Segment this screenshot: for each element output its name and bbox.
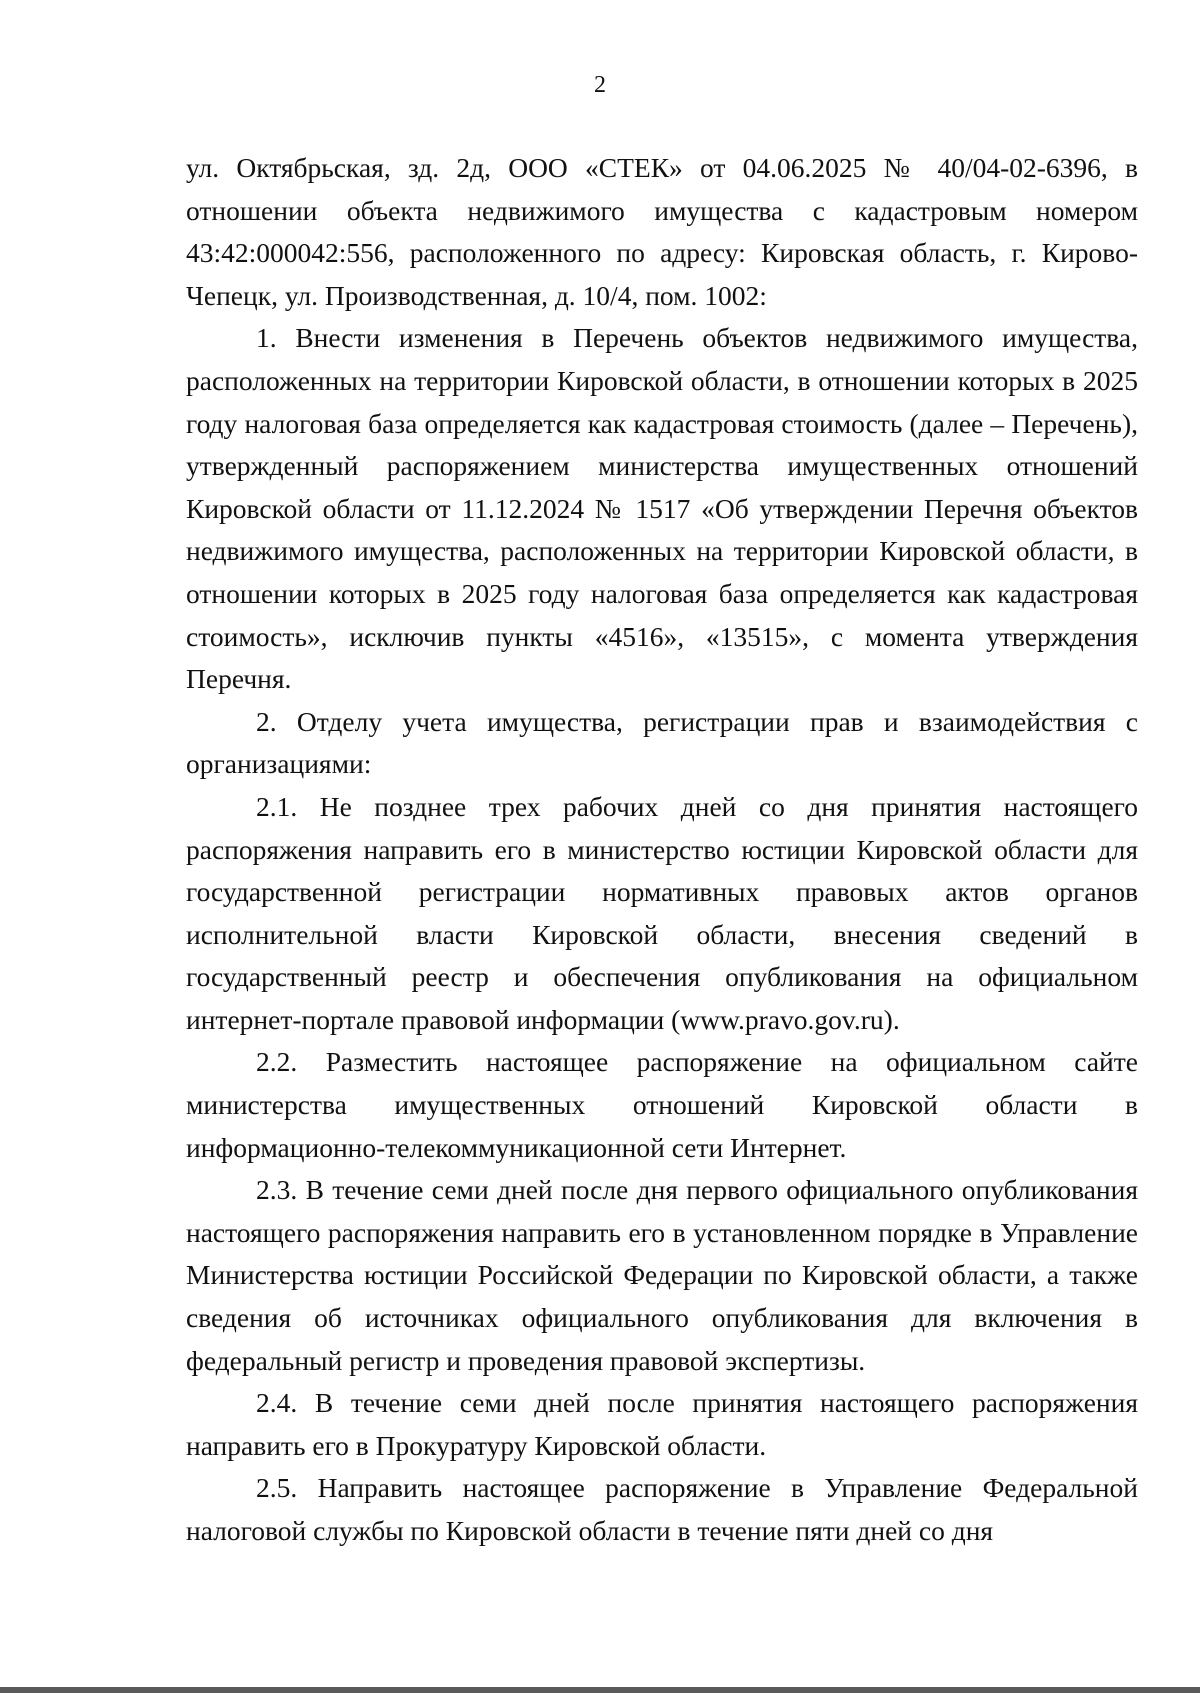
- paragraph-item-2: 2. Отделу учета имущества, регистрации прав и взаимодействия с организациями:: [186, 705, 1138, 780]
- paragraph-item-2-3: 2.3. В течение семи дней после дня первого официального опубликования настоящего распоряжения направить его в установленном порядке в Управление Министерства юстиции Российской Федерации по Кировской области, а также сведения об источниках официального опубликования для включения в федеральный регистр и проведения правовой экспертизы.: [186, 1174, 1138, 1376]
- scan-bottom-edge: [0, 1687, 1200, 1693]
- paragraph-item-2-2: 2.2. Разместить настоящее распоряжение на официальном сайте министерства имущественных отношений Кировской области в информационно-телекоммуникационной сети Интернет.: [186, 1046, 1138, 1163]
- page-number: 2: [594, 72, 606, 98]
- paragraph-item-2-5: 2.5. Направить настоящее распоряжение в Управление Федеральной налоговой службы по Кировской области в течение пяти дней со дня: [186, 1472, 1138, 1546]
- paragraph-item-1: 1. Внести изменения в Перечень объектов недвижимого имущества, расположенных на территории Кировской области, в отношении которых в 2025 году налоговая база определяется как кадастровая стоимость (далее – Перечень), утвержденный распоряжением министерства имущественных отношений Кировской области от 11.12.2024 № 1517 «Об утверждении Перечня объектов недвижимого имущества, расположенных на территории Кировской области, в отношении которых в 2025 году налоговая база определяется как кадастровая стоимость», исключив пункты «4516», «13515», с момента утверждения Перечня.: [186, 322, 1138, 695]
- paragraph-address-continuation: ул. Октябрьская, зд. 2д, ООО «СТЕК» от 04.06.2025 № 40/04-02-6396, в отношении объекта недвижимого имущества с кадастровым номером 43:42:000042:556, расположенного по адресу: Кировская область, г. Кирово-Чепецк, ул. Производственная, д. 10/4, пом. 1002:: [186, 152, 1138, 311]
- paragraph-item-2-4: 2.4. В течение семи дней после принятия настоящего распоряжения направить его в Прокуратуру Кировской области.: [186, 1387, 1138, 1461]
- document-body: [186, 147, 1138, 1553]
- paragraph-item-2-1: 2.1. Не позднее трех рабочих дней со дня принятия настоящего распоряжения направить его в министерство юстиции Кировской области для государственной регистрации нормативных правовых актов органов исполнительной власти Кировской области, внесения сведений в государственный реестр и обеспечения опубликования на официальном интернет-портале правовой информации (www.pravo.gov.ru).: [186, 790, 1138, 1035]
